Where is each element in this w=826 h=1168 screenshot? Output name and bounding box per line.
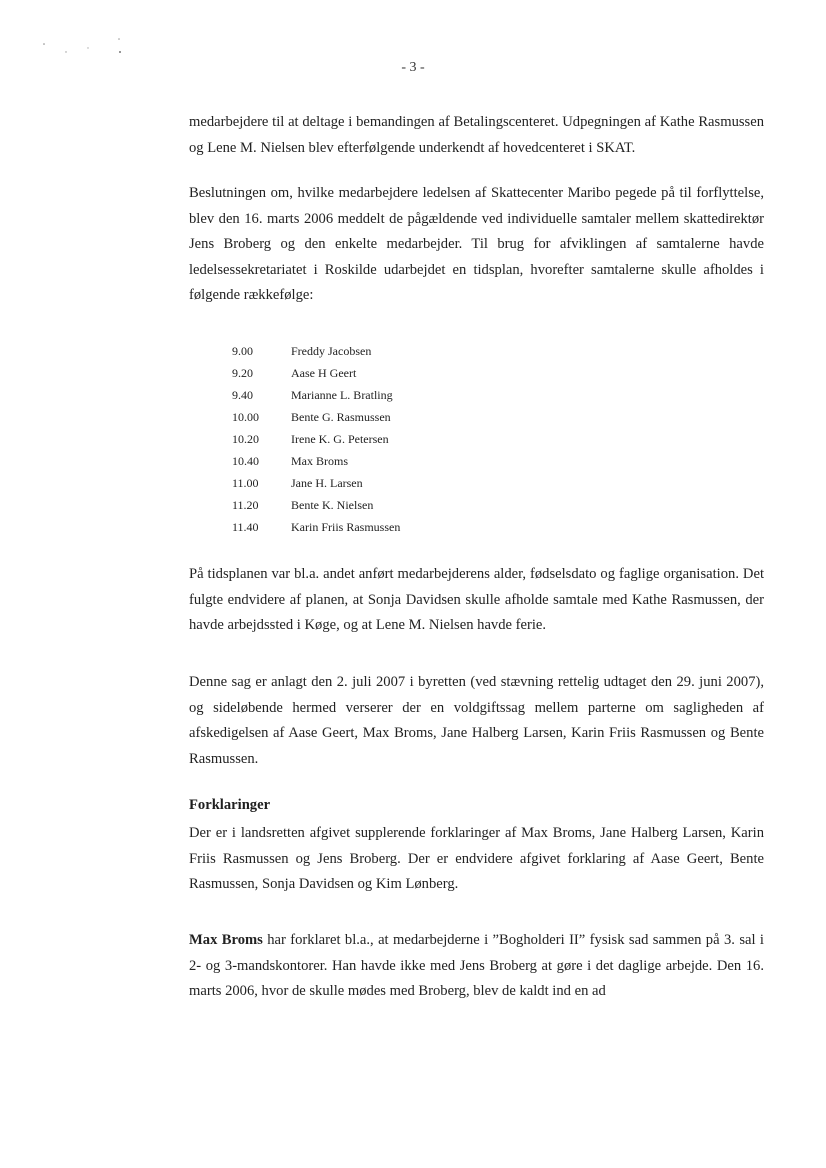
schedule-name: Bente G. Rasmussen [291,410,391,424]
section-heading: Forklaringer [189,797,271,813]
schedule-time: 9.40 [232,388,253,402]
schedule-name: Karin Friis Rasmussen [291,520,401,534]
schedule-time: 10.00 [232,410,259,424]
schedule-time: 10.40 [232,454,259,468]
schedule-row [232,516,400,538]
paragraph-4: Denne sag er anlagt den 2. juli 2007 i byretten (ved stævning rettelig udtaget den 29. juni 2007), og sideløbende hermed verserer der en voldgiftssag mellem parterne om sagligheden af afskedigelsen af Aase Geert, Max Broms, Jane Halberg Larsen, Karin Friis Rasmussen og Bente Rasmussen. [189,674,764,767]
schedule-row [232,340,400,362]
schedule-name: Freddy Jacobsen [291,344,372,358]
schedule-name: Max Broms [291,454,348,468]
schedule-name: Bente K. Nielsen [291,498,374,512]
schedule-time: 11.20 [232,498,259,512]
schedule-row [232,406,400,428]
schedule-row [232,428,400,450]
schedule-row [232,450,400,472]
paragraph-5: Der er i landsretten afgivet supplerende forklaringer af Max Broms, Jane Halberg Larsen, Karin Friis Rasmussen og Jens Broberg. Der er endvidere afgivet forklaring af Aase Geert, Bente Rasmussen, Sonja Davidsen og Kim Lønberg. [189,825,764,892]
schedule-name: Jane H. Larsen [291,476,363,490]
schedule-time: 9.00 [232,344,253,358]
schedule-time: 11.40 [232,520,259,534]
schedule-row [232,494,400,516]
schedule-row [232,384,400,406]
schedule-row [232,362,400,384]
paragraph-6 [189,928,764,1005]
schedule-time: 9.20 [232,366,253,380]
schedule-list [232,340,400,538]
paragraph-1: medarbejdere til at deltage i bemandingen af Betalingscenteret. Udpegningen af Kathe Rasmussen og Lene M. Nielsen blev efterfølgende underkendt af hovedcenteret i SKAT. [189,114,764,156]
schedule-time: 10.20 [232,432,259,446]
schedule-row [232,472,400,494]
schedule-name: Marianne L. Bratling [291,388,393,402]
witness-name: Max Broms [189,932,263,948]
schedule-name: Aase H Geert [291,366,357,380]
schedule-name: Irene K. G. Petersen [291,432,389,446]
paragraph-6-text: har forklaret bl.a., at medarbejderne i ”Bogholderi II” fysisk sad sammen på 3. sal i 2- og 3-mandskontorer. Han havde ikke med Jens Broberg at gøre i det daglige arbejde. Den 16. marts 2006, hvor de skulle mødes med Broberg, blev de kaldt ind en ad [189,932,764,999]
page-number: - 3 - [401,60,425,75]
paragraph-3: På tidsplanen var bl.a. andet anført medarbejderens alder, fødselsdato og faglige organisation. Det fulgte endvidere af planen, at Sonja Davidsen skulle afholde samtale med Kathe Rasmussen, der havde arbejdssted i Køge, og at Lene M. Nielsen havde ferie. [189,566,764,633]
paragraph-2: Beslutningen om, hvilke medarbejdere ledelsen af Skattecenter Maribo pegede på til forflyttelse, blev den 16. marts 2006 meddelt de pågældende ved individuelle samtaler mellem skattedirektør Jens Broberg og den enkelte medarbejder. Til brug for afviklingen af samtalerne havde ledelsessekretariatet i Roskilde udarbejdet en tidsplan, hvorefter samtalerne skulle afholdes i følgende rækkefølge: [189,185,764,303]
schedule-time: 11.00 [232,476,259,490]
